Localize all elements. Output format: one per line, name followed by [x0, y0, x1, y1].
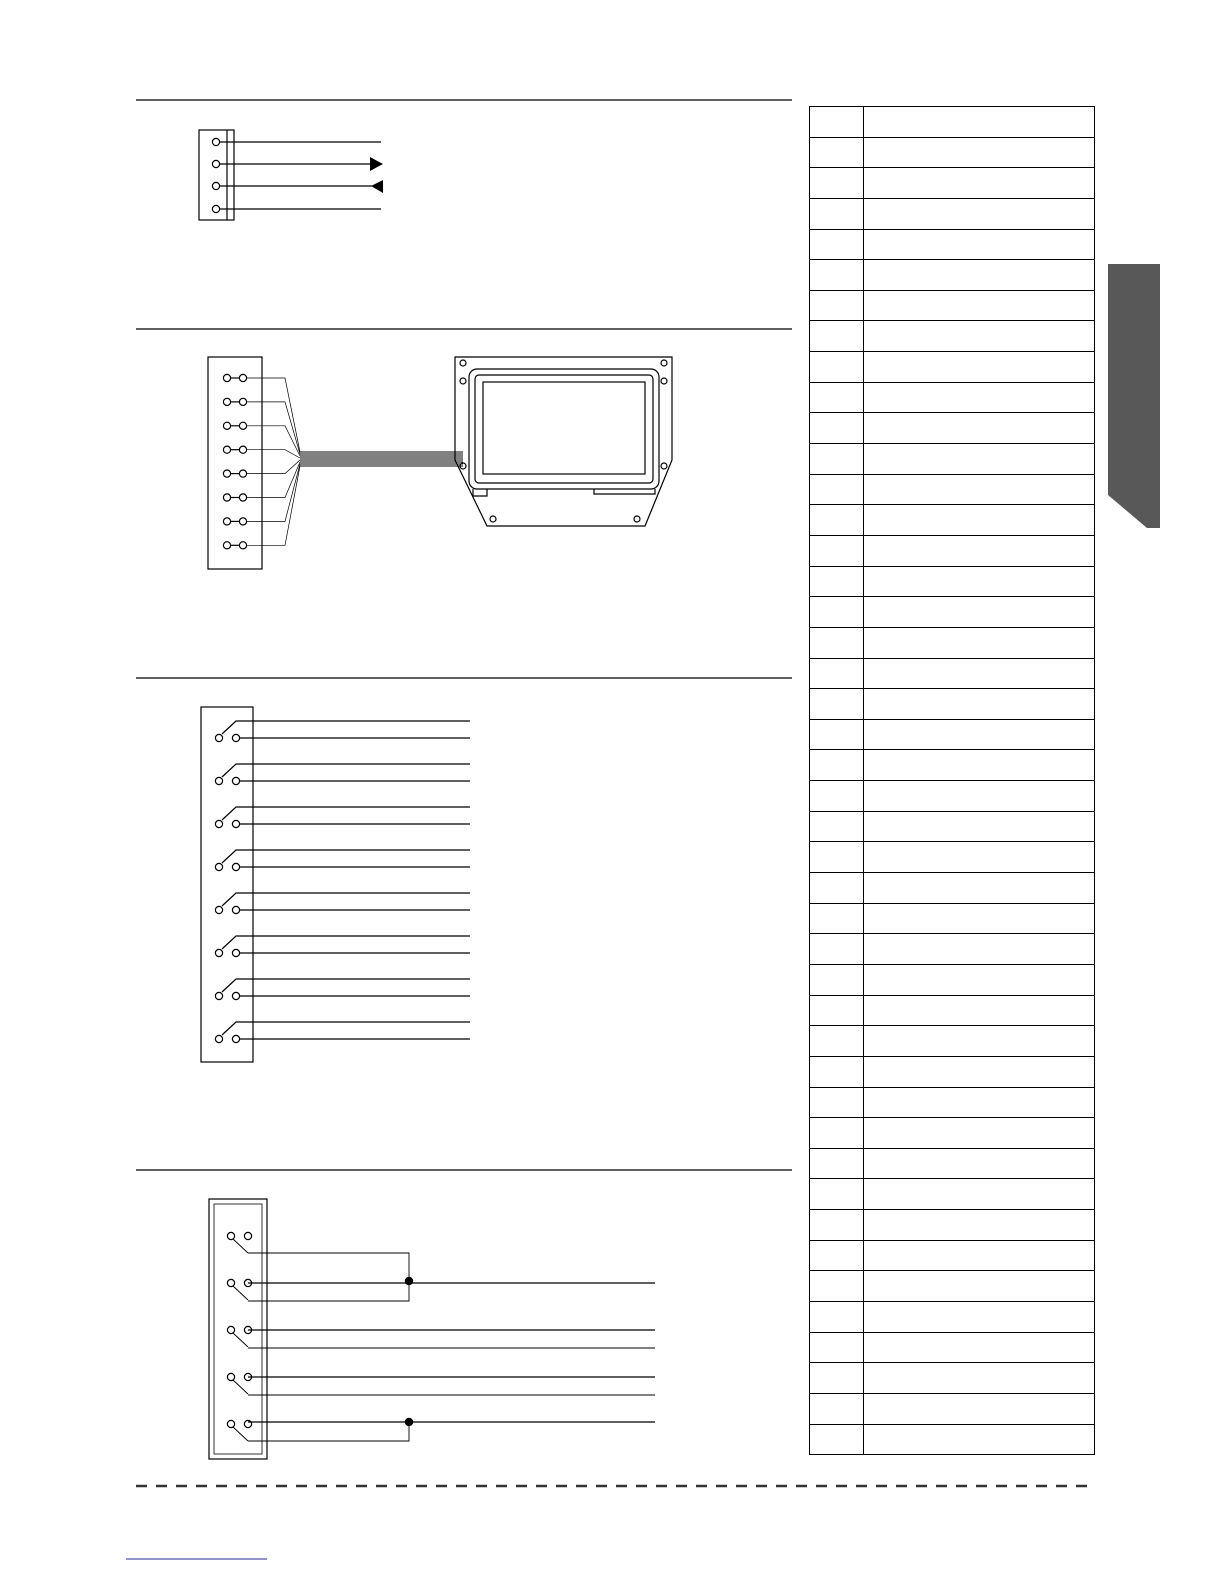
- pin-description-cell: [864, 474, 1095, 505]
- pin-table-row: [810, 566, 1095, 597]
- pin-number-cell: [810, 934, 864, 965]
- relay-switch-arm: [222, 850, 470, 863]
- pin-table-row: [810, 535, 1095, 566]
- junction-pin-left: [227, 1373, 234, 1380]
- pin-description-cell: [864, 689, 1095, 720]
- pin-table-row: [810, 137, 1095, 168]
- pin-number-cell: [810, 719, 864, 750]
- pin-description-cell: [864, 719, 1095, 750]
- display-pin-left: [223, 470, 230, 477]
- pin-description-cell: [864, 811, 1095, 842]
- display-pin-left: [223, 446, 230, 453]
- pin-description-cell: [864, 535, 1095, 566]
- pin-table-row: [810, 1056, 1095, 1087]
- arrow-in-icon: [371, 180, 383, 193]
- relay-switch-arm: [222, 893, 470, 906]
- pin-description-cell: [864, 1332, 1095, 1363]
- relay-pin-left: [215, 777, 222, 784]
- pin-1: [212, 138, 219, 145]
- relay-pin-left: [215, 949, 222, 956]
- pin-table-row: [810, 260, 1095, 291]
- relay-switch-arm: [222, 979, 470, 992]
- junction-pin-strap: [233, 1239, 248, 1253]
- pin-number-cell: [810, 811, 864, 842]
- display-pin-right: [239, 494, 246, 501]
- pin-table-row: [810, 750, 1095, 781]
- pin-table-row: [810, 1210, 1095, 1241]
- pin-table-row: [810, 658, 1095, 689]
- pin-table-row: [810, 1424, 1095, 1455]
- pin-description-cell: [864, 842, 1095, 873]
- display-pin-right: [239, 398, 246, 405]
- pin-description-cell: [864, 1393, 1095, 1424]
- pin-table-row: [810, 1087, 1095, 1118]
- screw-mid-right-icon: [661, 378, 667, 384]
- pin-table-row: [810, 1240, 1095, 1271]
- pin-number-cell: [810, 842, 864, 873]
- junction-dot-b: [405, 1418, 412, 1425]
- display-fan-wire: [247, 402, 300, 454]
- pin-table-row: [810, 1332, 1095, 1363]
- display-fan-wire: [247, 466, 300, 545]
- pin-number-cell: [810, 1424, 864, 1455]
- pin-table-row: [810, 597, 1095, 628]
- relay-pin-left: [215, 1035, 222, 1042]
- relay-pin-right: [232, 1035, 239, 1042]
- junction-pin-strap: [233, 1427, 248, 1441]
- junction-dot-a: [405, 1277, 412, 1284]
- pin-number-cell: [810, 107, 864, 138]
- relay-pin-right: [232, 777, 239, 784]
- pin-number-cell: [810, 1271, 864, 1302]
- pin-table-row: [810, 781, 1095, 812]
- display-pin-right: [239, 470, 246, 477]
- display-pin-right: [239, 518, 246, 525]
- pin-description-cell: [864, 1210, 1095, 1241]
- pin-2: [212, 160, 219, 167]
- screw-top-right-icon: [661, 360, 667, 366]
- lcd-bezel-inner: [475, 375, 653, 483]
- relay-switch-arm: [222, 936, 470, 949]
- pin-description-cell: [864, 1240, 1095, 1271]
- pin-description-cell: [864, 1056, 1095, 1087]
- connector-relay-body: [201, 707, 253, 1062]
- pin-table-row: [810, 903, 1095, 934]
- pin-table-row: [810, 382, 1095, 413]
- pin-number-cell: [810, 1087, 864, 1118]
- pin-description-cell: [864, 781, 1095, 812]
- display-pin-left: [223, 494, 230, 501]
- pin-description-cell: [864, 229, 1095, 260]
- screw-bottom-left-icon: [490, 516, 496, 522]
- pin-table-row: [810, 873, 1095, 904]
- pin-table-body: [810, 107, 1095, 1455]
- display-pin-right: [239, 542, 246, 549]
- pin-number-cell: [810, 689, 864, 720]
- pin-number-cell: [810, 566, 864, 597]
- pin-number-cell: [810, 658, 864, 689]
- display-fan-wire: [247, 464, 300, 521]
- pin-number-cell: [810, 137, 864, 168]
- screw-low-right-icon: [661, 463, 667, 469]
- relay-pin-right: [232, 734, 239, 741]
- pin-table-row: [810, 444, 1095, 475]
- relay-pin-left: [215, 820, 222, 827]
- pin-table-row: [810, 1271, 1095, 1302]
- pin-table-row: [810, 107, 1095, 138]
- pin-number-cell: [810, 873, 864, 904]
- pin-description-cell: [864, 352, 1095, 383]
- relay-pin-right: [232, 949, 239, 956]
- display-pin-left: [223, 422, 230, 429]
- pin-number-cell: [810, 474, 864, 505]
- pin-description-cell: [864, 903, 1095, 934]
- junction-pin-strap: [233, 1286, 248, 1300]
- pin-description-cell: [864, 1087, 1095, 1118]
- relay-pin-right: [232, 863, 239, 870]
- pin-table-row: [810, 811, 1095, 842]
- pin-description-cell: [864, 1424, 1095, 1455]
- connector-10pin-outer: [209, 1199, 267, 1459]
- connector-16pin-body: [208, 357, 262, 569]
- pin-number-cell: [810, 1179, 864, 1210]
- relay-pin-right: [232, 820, 239, 827]
- lcd-bezel: [469, 369, 659, 489]
- relay-pin-right: [232, 906, 239, 913]
- wire-loop-a: [248, 1253, 409, 1301]
- pin-description-cell: [864, 444, 1095, 475]
- pin-number-cell: [810, 352, 864, 383]
- display-pin-pairs: [223, 374, 246, 549]
- pin-table-row: [810, 290, 1095, 321]
- display-pin-left: [223, 542, 230, 549]
- pin-number-cell: [810, 1148, 864, 1179]
- lcd-bottom-tab-left: [473, 489, 487, 496]
- pin-3: [212, 182, 219, 189]
- pin-number-cell: [810, 168, 864, 199]
- junction-pin-left: [227, 1420, 234, 1427]
- junction-pin-left: [227, 1326, 234, 1333]
- display-pin-left: [223, 518, 230, 525]
- screw-top-left-icon: [460, 360, 466, 366]
- pin-description-cell: [864, 107, 1095, 138]
- pin-description-cell: [864, 505, 1095, 536]
- arrow-out-icon: [370, 157, 383, 171]
- display-fan-wire: [247, 460, 300, 474]
- junction-pin-left: [227, 1279, 234, 1286]
- display-fan-wire: [247, 426, 300, 456]
- relay-switch-arm: [222, 807, 470, 820]
- junction-pin-strap: [233, 1333, 248, 1347]
- pin-table-row: [810, 229, 1095, 260]
- pin-description-cell: [864, 382, 1095, 413]
- pin-table-row: [810, 198, 1095, 229]
- relay-output-diagram: [201, 707, 470, 1062]
- pin-description-cell: [864, 964, 1095, 995]
- display-pin-right: [239, 446, 246, 453]
- side-tab: [1108, 264, 1160, 528]
- lcd-display-module: [455, 357, 672, 526]
- display-wire-fan: [247, 378, 300, 545]
- pin-number-cell: [810, 964, 864, 995]
- pin-number-cell: [810, 750, 864, 781]
- pin-number-cell: [810, 627, 864, 658]
- pin-number-cell: [810, 535, 864, 566]
- pin-description-cell: [864, 658, 1095, 689]
- junction-pin-right: [244, 1232, 251, 1239]
- pin-number-cell: [810, 1332, 864, 1363]
- display-pin-right: [239, 374, 246, 381]
- pin-description-cell: [864, 1301, 1095, 1332]
- display-fan-wire: [247, 450, 300, 458]
- pin-table-row: [810, 1118, 1095, 1149]
- pin-table-row: [810, 1363, 1095, 1394]
- lcd-screen: [483, 382, 645, 474]
- pin-description-cell: [864, 627, 1095, 658]
- pin-table-row: [810, 1179, 1095, 1210]
- relay-pin-left: [215, 992, 222, 999]
- pin-number-cell: [810, 1026, 864, 1057]
- pin-number-cell: [810, 505, 864, 536]
- pin-number-cell: [810, 1056, 864, 1087]
- pin-number-cell: [810, 444, 864, 475]
- pin-number-cell: [810, 995, 864, 1026]
- pin-description-cell: [864, 1118, 1095, 1149]
- screw-mid-left-icon: [460, 378, 466, 384]
- pin-number-cell: [810, 903, 864, 934]
- pin-description-cell: [864, 290, 1095, 321]
- pin-number-cell: [810, 290, 864, 321]
- pin-number-cell: [810, 1240, 864, 1271]
- junction-pin-pairs: [227, 1232, 251, 1441]
- pin-number-cell: [810, 597, 864, 628]
- pin-table-row: [810, 1026, 1095, 1057]
- connector-10pin-inner: [214, 1204, 262, 1454]
- display-connector-diagram: [208, 357, 672, 569]
- pin-description-cell: [864, 198, 1095, 229]
- pin-description-cell: [864, 260, 1095, 291]
- pin-number-cell: [810, 1393, 864, 1424]
- pin-description-cell: [864, 1363, 1095, 1394]
- pin-number-cell: [810, 260, 864, 291]
- relay-pin-left: [215, 863, 222, 870]
- pin-table-row: [810, 321, 1095, 352]
- pin-number-cell: [810, 382, 864, 413]
- pin-table-row: [810, 168, 1095, 199]
- pin-table-row: [810, 474, 1095, 505]
- relay-switch-arm: [222, 764, 470, 777]
- pin-description-cell: [864, 1026, 1095, 1057]
- serial-connector-diagram: [199, 130, 383, 220]
- pin-table-row: [810, 842, 1095, 873]
- pin-description-cell: [864, 750, 1095, 781]
- pin-table-row: [810, 719, 1095, 750]
- display-pin-left: [223, 398, 230, 405]
- pin-table-row: [810, 627, 1095, 658]
- pin-table-row: [810, 413, 1095, 444]
- pin-4: [212, 205, 219, 212]
- lcd-bottom-tab-right: [594, 489, 655, 494]
- pin-number-cell: [810, 321, 864, 352]
- pin-description-cell: [864, 934, 1095, 965]
- pin-description-cell: [864, 413, 1095, 444]
- relay-switch-arm: [222, 721, 470, 734]
- pin-table-row: [810, 964, 1095, 995]
- pin-number-cell: [810, 229, 864, 260]
- pin-description-cell: [864, 566, 1095, 597]
- pin-table-row: [810, 934, 1095, 965]
- pin-table-row: [810, 352, 1095, 383]
- screw-bottom-right-icon: [634, 516, 640, 522]
- relay-pin-right: [232, 992, 239, 999]
- pin-table-row: [810, 1148, 1095, 1179]
- display-fan-wire: [247, 378, 300, 452]
- pin-description-cell: [864, 321, 1095, 352]
- pin-number-cell: [810, 1301, 864, 1332]
- relay-pin-left: [215, 906, 222, 913]
- relay-pin-left: [215, 734, 222, 741]
- pin-assignment-table: [809, 106, 1095, 1455]
- junction-pin-left: [227, 1232, 234, 1239]
- pin-description-cell: [864, 995, 1095, 1026]
- pin-number-cell: [810, 1363, 864, 1394]
- display-pin-left: [223, 374, 230, 381]
- pin-number-cell: [810, 1118, 864, 1149]
- pin-number-cell: [810, 1210, 864, 1241]
- pin-description-cell: [864, 1148, 1095, 1179]
- pin-number-cell: [810, 413, 864, 444]
- junction-pin-strap: [233, 1380, 248, 1394]
- pin-table-row: [810, 689, 1095, 720]
- pin-table-row: [810, 995, 1095, 1026]
- pin-table-row: [810, 505, 1095, 536]
- pin-table-row: [810, 1393, 1095, 1424]
- ribbon-cable: [300, 452, 463, 466]
- pin-description-cell: [864, 1179, 1095, 1210]
- junction-connector-diagram: [209, 1199, 655, 1459]
- pin-number-cell: [810, 198, 864, 229]
- pin-description-cell: [864, 168, 1095, 199]
- pin-description-cell: [864, 137, 1095, 168]
- pin-description-cell: [864, 873, 1095, 904]
- relay-switch-arm: [222, 1022, 470, 1035]
- wire-loop-b: [248, 1422, 409, 1441]
- pin-description-cell: [864, 597, 1095, 628]
- pin-number-cell: [810, 781, 864, 812]
- display-pin-right: [239, 422, 246, 429]
- section-dividers: [136, 100, 792, 1170]
- pin-table-row: [810, 1301, 1095, 1332]
- pin-description-cell: [864, 1271, 1095, 1302]
